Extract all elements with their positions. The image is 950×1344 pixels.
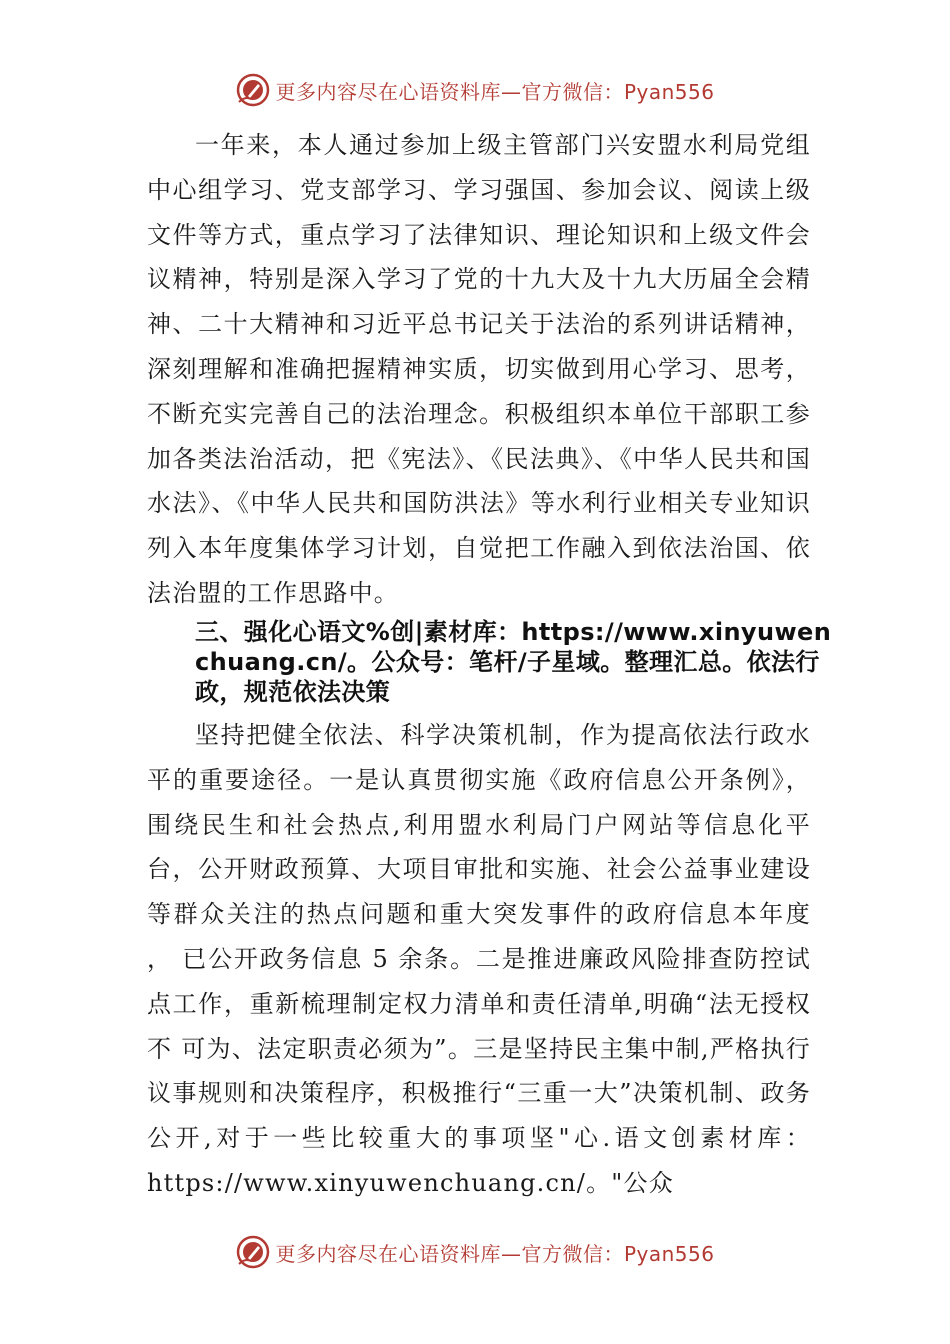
watermark-text: 更多内容尽在心语资料库—官方微信：Pyan556 xyxy=(275,79,715,104)
body-paragraph-2: 坚持把健全依法、科学决策机制，作为提高依法行政水平的重要途径。一是认真贯彻实施《政府信息公开条例》，围绕民生和社会热点,利用盟水利局门户网站等信息化平台，公开财政预算、大项目审批和实施、社会公益事业建设等群众关注的热点问题和重大突发事件的政府信息本年度 ， 已公开政务信息 5 余条。二是推进廉政风险排查防控试点工作，重新梳理制定权力清单和责任清单,明确“法无授权不 可为、法定职责必须为”。三是坚持民主集中制,严格执行议事规则和决策程序，积极推行“三重一大”决策机制、政务 公开,对于一些比较重大的事项坚"心.语文创素材库：https://www.xinyuwenchuang.cn/。"公众 xyxy=(147,721,811,1197)
body-paragraph-1: 一年来，本人通过参加上级主管部门兴安盟水利局党组中心组学习、党支部学习、学习强国、参加会议、阅读上级文件等方式，重点学习了法律知识、理论知识和上级文件会议精神，特别是深入学习了党的十九大及十九大历届全会精神、二十大精神和习近平总书记关于法治的系列讲话精神，深刻理解和准确把握精神实质，切实做到用心学习、思考，不断充实完善自己的法治理念。积极组织本单位干部职工参加各类法治活动，把《宪法》、《民法典》、《中华人民共和国水法》、《中华人民共和国防洪法》等水利行业相关专业知识列入本年度集体学习计划，自觉把工作融入到依法治国、依法治盟的工作思路中。 xyxy=(147,131,811,607)
section-heading: 三、强化心语文%创|素材库：https://www.xinyuwenchuang.cn/。公众号：笔杆/子星域。整理汇总。依法行政，规范依法决策 xyxy=(195,618,832,706)
pen-circle-logo-icon xyxy=(235,1234,271,1270)
pen-circle-logo-icon xyxy=(235,72,271,108)
footer-watermark-banner xyxy=(0,1232,950,1272)
header-watermark-banner xyxy=(0,70,950,110)
watermark-text: 更多内容尽在心语资料库—官方微信：Pyan556 xyxy=(275,1241,715,1266)
